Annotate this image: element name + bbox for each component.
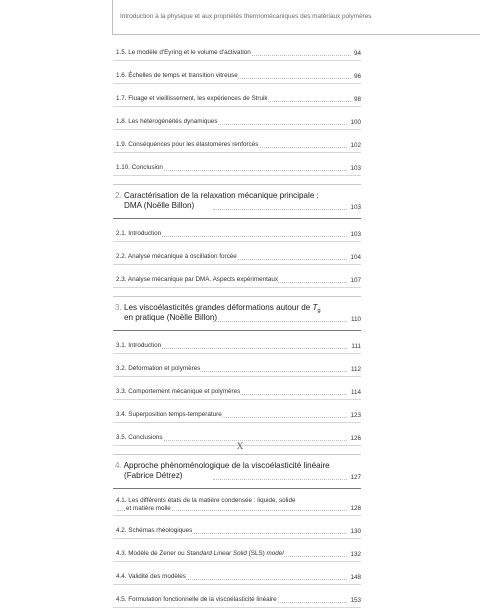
- header-horizontal-rule: [112, 34, 480, 35]
- toc-entry[interactable]: [113, 265, 361, 288]
- glass-transition-subscript: g: [317, 308, 321, 314]
- entry-label-italic: model: [266, 550, 284, 557]
- entry-label-italic: Standard Linear Solid: [186, 550, 247, 557]
- chapter-heading-4[interactable]: [113, 454, 361, 489]
- entry-label: 3.2. Déformation et polymères: [116, 365, 201, 372]
- entry-page: 104: [347, 254, 361, 261]
- chapter-title: Caractérisation de la relaxation mécanique principale :: [124, 191, 319, 200]
- running-header: Introduction à la physique et aux propriétés thermomécaniques des matériaux polymères: [120, 13, 372, 20]
- entry-page: 100: [347, 119, 361, 126]
- chapter-title-line1: [115, 191, 319, 200]
- header-vertical-rule: [112, 0, 113, 34]
- entry-page: 103: [347, 165, 361, 172]
- dot-leader: [213, 321, 347, 322]
- entry-label: 4.4. Validité des modèles: [116, 573, 186, 580]
- entry-page: 126: [347, 435, 361, 442]
- toc-entry[interactable]: [113, 562, 361, 585]
- chapter-title: Approche phénoménologique de la viscoélasticité linéaire: [123, 461, 330, 470]
- toc-entry[interactable]: [113, 585, 361, 608]
- toc-entry[interactable]: [113, 219, 361, 242]
- entry-label: 2.1. Introduction: [116, 230, 162, 237]
- toc-entry[interactable]: [113, 516, 361, 539]
- entry-label: 1.10. Conclusion: [116, 164, 163, 171]
- chapter-heading-3[interactable]: [113, 296, 361, 331]
- toc-entry[interactable]: [113, 107, 361, 130]
- entry-label: 3.1. Introduction: [116, 342, 162, 349]
- entry-label-text: (SLS): [246, 550, 267, 557]
- toc-entry[interactable]: [113, 489, 361, 516]
- toc-entry[interactable]: [113, 38, 361, 61]
- entry-page: 114: [348, 389, 361, 396]
- entry-label: 4.1. Les différents états de la matière condensée : liquide, solide: [116, 497, 296, 504]
- entry-label-continued: et matière molle: [126, 505, 171, 512]
- entry-page: 102: [347, 142, 361, 149]
- entry-label: 2.2. Analyse mécanique à oscillation forcée: [116, 253, 237, 260]
- entry-label: 1.9. Conséquences pour les élastomères renforcés: [116, 141, 259, 148]
- chapter-title-line2: en pratique (Noëlle Billon): [124, 313, 218, 322]
- chapter-heading-2[interactable]: [113, 184, 361, 219]
- entry-page: 132: [347, 551, 361, 558]
- entry-page: 112: [348, 366, 361, 373]
- toc-entry[interactable]: [113, 130, 361, 153]
- entry-label: 1.7. Fluage et vieillissement, les expériences de Struik: [116, 95, 268, 102]
- entry-page: 111: [348, 343, 361, 350]
- chapter-page: 110: [350, 316, 361, 323]
- entry-label-text: 4.3. Modèle de Zener ou: [116, 550, 187, 557]
- entry-label: 1.6. Échelles de temps et transition vitreuse: [116, 72, 238, 79]
- toc-entry[interactable]: [113, 242, 361, 265]
- page-folio: X: [236, 441, 244, 451]
- entry-label: 3.3. Comportement mécanique et polymères: [116, 388, 241, 395]
- toc-entry[interactable]: [113, 354, 361, 377]
- entry-page: 103: [347, 231, 361, 238]
- toc-entry[interactable]: [113, 61, 361, 84]
- entry-label: [116, 550, 284, 557]
- entry-page: 98: [351, 96, 361, 103]
- entry-label: 2.3. Analyse mécanique par DMA. Aspects expérimentaux: [116, 276, 279, 283]
- entry-page: 94: [351, 50, 361, 57]
- entry-label: 3.4. Superposition temps-température: [116, 411, 222, 418]
- entry-label: 1.5. Le modèle d'Eyring et le volume d'activation: [116, 49, 251, 56]
- chapter-page: 103: [350, 204, 361, 211]
- chapter-title-line2: (Fabrice Détrez): [124, 471, 183, 480]
- glass-transition-symbol: T: [312, 303, 318, 312]
- entry-page: 153: [347, 597, 361, 604]
- toc-entry[interactable]: [113, 377, 361, 400]
- chapter-page: 127: [350, 474, 361, 481]
- toc-entry[interactable]: [113, 539, 361, 562]
- chapter-number: 3.: [115, 303, 122, 312]
- entry-page: 148: [347, 574, 361, 581]
- chapter-number: 2.: [115, 191, 122, 200]
- chapter-title-line1: [115, 461, 330, 470]
- entry-label: 4.2. Schémas rhéologiques: [116, 527, 193, 534]
- chapter-title-line2: DMA (Noëlle Billon): [124, 201, 195, 210]
- entry-page: 123: [347, 412, 361, 419]
- chapter-title: Les viscoélasticités grandes déformations autour de: [124, 303, 311, 312]
- chapter-title-line1: [115, 303, 321, 312]
- toc-entry[interactable]: [113, 84, 361, 107]
- entry-page: 107: [347, 277, 361, 284]
- entry-label: 3.5. Conclusions: [116, 434, 163, 441]
- chapter-number: 4.: [115, 461, 122, 470]
- entry-page: 128: [347, 505, 361, 512]
- dot-leader: [213, 209, 347, 210]
- entry-page: 130: [347, 528, 361, 535]
- entry-label: 4.5. Formulation fonctionnelle de la viscoélasticité linéaire: [116, 596, 277, 603]
- entry-label: 1.8. Les hétérogénéités dynamiques: [116, 118, 218, 125]
- entry-page: 96: [351, 73, 361, 80]
- toc-entry[interactable]: [113, 331, 361, 354]
- toc-entry[interactable]: [113, 153, 361, 176]
- toc-entry[interactable]: [113, 400, 361, 423]
- table-of-contents: [113, 38, 361, 608]
